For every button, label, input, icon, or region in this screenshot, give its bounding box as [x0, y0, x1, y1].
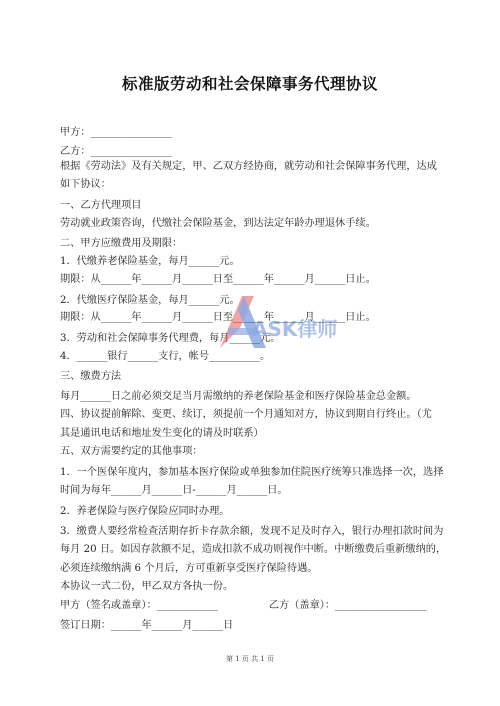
document-line: 4．______银行______支行，帐号__________。 — [60, 351, 271, 362]
document-line: 一、乙方代理项目 — [60, 200, 142, 211]
document-line: 期限：从______年______月______日至______年______月______日止。 — [60, 312, 376, 323]
document-line: 1．代缴养老保险基金，每月______元。 — [60, 256, 240, 267]
document-line: 如下协议： — [60, 179, 111, 190]
document-line: 劳动就业政策咨询，代缴社会保险基金，到达法定年龄办理退休手续。 — [60, 218, 376, 229]
document-line: 乙方：________________ — [60, 146, 173, 157]
document-line: 签订日期：______年______月______日 — [60, 620, 234, 631]
document-line: 其是通讯电话和地址发生变化的请及时联系） — [60, 428, 264, 439]
askls-watermark-logo — [214, 288, 338, 360]
document-line: 甲方：________________ — [60, 127, 173, 138]
document-line: 本协议一式二份，甲乙双方各执一份。 — [60, 581, 234, 592]
document-line: 期限：从______年______月______日至______年______月______日止。 — [60, 274, 376, 285]
document-line: 必须连续缴纳满 6 个月后，方可重新享受医疗保险待遇。 — [60, 563, 318, 574]
document-line: 甲方（签名或盖章）：____________ 乙方（盖章）：__________________ — [60, 600, 427, 611]
document-line: 三、缴费方法 — [60, 371, 122, 382]
page-footer: 第 1 页 共 1 页 — [225, 655, 275, 663]
document-line: 2．养老保险与医疗保险应同时办理。 — [60, 506, 230, 517]
document-line: 2．代缴医疗保险基金，每月______元。 — [60, 295, 240, 306]
document-line: 二、甲方应缴费用及期限： — [60, 238, 183, 249]
document-line: 四、协议提前解除、变更、续订，须提前一个月通知对方，协议到期自行终止。（尤 — [60, 409, 432, 420]
document-line: 五、双方需要约定的其他事项： — [60, 446, 203, 457]
document-line: 1．一个医保年度内，参加基本医疗保险或单独参加住院医疗统筹只准选择一次，选择 — [60, 467, 444, 478]
watermark-text: ASK律师 — [252, 317, 338, 341]
document-line: 3．缴费人要经常检查活期存折卡存款余额，发现不足及时存入，银行办理扣款时间为 — [60, 526, 444, 537]
document-line: 时间为每年______月______日-______月______日。 — [60, 485, 288, 496]
document-title: 标准版劳动和社会保障事务代理协议 — [121, 75, 378, 93]
document-line: 每月 20 日。如因存款额不足，造成扣款不成功则视作中断。中断缴费后重新缴纳的， — [60, 544, 447, 555]
document-line: 每月______日之前必须交足当月需缴纳的养老保险基金和医疗保险基金总金额。 — [60, 391, 417, 402]
document-line: 3．劳动和社会保障事务代理费，每月______元。 — [60, 333, 281, 344]
document-line: 根据《劳动法》及有关规定，甲、乙双方经协商，就劳动和社会保障事务代理，达成 — [60, 161, 437, 172]
